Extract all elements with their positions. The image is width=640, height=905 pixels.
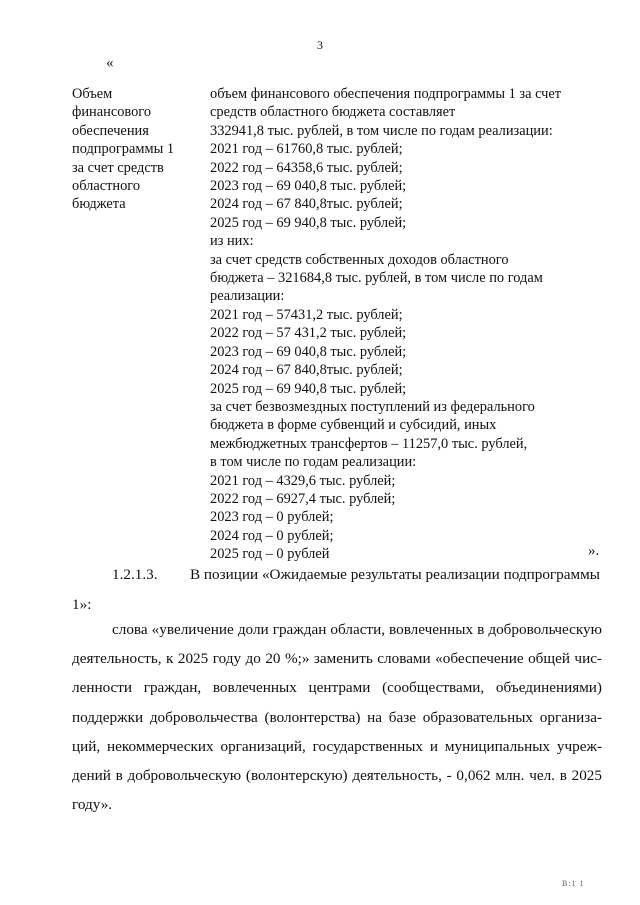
item-number: 1.2.1.3. bbox=[112, 566, 158, 583]
funding-line: 2023 год – 69 040,8 тыс. рублей; bbox=[210, 343, 407, 360]
funding-line: бюджета в форме субвенций и субсидий, иных bbox=[210, 417, 497, 434]
opening-quote-mark: « bbox=[106, 55, 114, 71]
funding-line: за счет безвозмездных поступлений из федерального bbox=[210, 398, 535, 415]
funding-line: 2024 год – 67 840,8тыс. рублей; bbox=[210, 196, 403, 213]
funding-line: 332941,8 тыс. рублей, в том числе по годам реализации: bbox=[210, 122, 553, 139]
paragraph-line: слова «увеличение доли граждан области, вовлеченных в добровольческую bbox=[112, 621, 602, 638]
item-continuation: 1»: bbox=[72, 596, 92, 613]
funding-line: 2025 год – 0 рублей bbox=[210, 546, 330, 563]
funding-line: из них: bbox=[210, 233, 254, 250]
funding-line: 2022 год – 57 431,2 тыс. рублей; bbox=[210, 325, 407, 342]
paragraph-line: поддержки добровольчества (волонтерства) на базе образовательных организа- bbox=[72, 708, 602, 726]
funding-line: объем финансового обеспечения подпрограммы 1 за счет bbox=[210, 86, 562, 102]
funding-line: за счет средств собственных доходов областного bbox=[210, 251, 509, 268]
funding-line: средств областного бюджета составляет bbox=[210, 104, 456, 121]
position-name-column bbox=[72, 85, 200, 214]
funding-line: 2024 год – 67 840,8тыс. рублей; bbox=[210, 362, 403, 379]
position-name-line: обеспечения bbox=[72, 122, 149, 139]
funding-line: 2022 год – 6927,4 тыс. рублей; bbox=[210, 490, 396, 507]
position-name-line: подпрограммы 1 bbox=[72, 141, 175, 158]
funding-line: реализации: bbox=[210, 288, 285, 305]
funding-line: 2025 год – 69 940,8 тыс. рублей; bbox=[210, 214, 407, 231]
paragraph-line: году». bbox=[72, 796, 113, 814]
position-name-line: бюджета bbox=[72, 196, 126, 213]
position-name-line: за счет средств bbox=[72, 159, 164, 176]
amendment-paragraph bbox=[72, 615, 602, 819]
paragraph-line: ленности граждан, вовлеченных центрами (сообществами, объединениями) bbox=[72, 679, 602, 697]
funding-line: 2021 год – 61760,8 тыс. рублей; bbox=[210, 141, 403, 158]
closing-quote-mark: ». bbox=[588, 543, 600, 559]
funding-line: 2022 год – 64358,6 тыс. рублей; bbox=[210, 159, 403, 176]
page-number: 3 bbox=[317, 38, 323, 52]
position-name-line: областного bbox=[72, 178, 141, 195]
funding-line: в том числе по годам реализации: bbox=[210, 454, 417, 471]
paragraph-line: ций, некоммерческих организаций, государственных и муниципальных учреж- bbox=[72, 737, 602, 755]
funding-line: 2021 год – 4329,6 тыс. рублей; bbox=[210, 472, 396, 489]
funding-line: межбюджетных трансфертов – 11257,0 тыс. рублей, bbox=[210, 435, 528, 452]
funding-line: 2025 год – 69 940,8 тыс. рублей; bbox=[210, 380, 407, 397]
position-name-line: финансового bbox=[72, 104, 152, 121]
funding-line: 2023 год – 0 рублей; bbox=[210, 509, 334, 526]
paragraph-line: дений в добровольческую (волонтерскую) деятельность, - 0,062 млн. чел. в 2025 bbox=[72, 767, 602, 785]
position-value-column bbox=[210, 85, 610, 564]
amendment-item bbox=[112, 566, 600, 584]
footer-mark: В:1 1 bbox=[562, 879, 585, 888]
item-text: В позиции «Ожидаемые результаты реализации подпрограммы bbox=[190, 566, 600, 583]
funding-line: 2021 год – 57431,2 тыс. рублей; bbox=[210, 306, 403, 323]
funding-line: 2023 год – 69 040,8 тыс. рублей; bbox=[210, 178, 407, 195]
funding-line: бюджета – 321684,8 тыс. рублей, в том числе по годам bbox=[210, 270, 543, 287]
funding-line: 2024 год – 0 рублей; bbox=[210, 527, 334, 544]
paragraph-line: деятельность, к 2025 году до 20 %;» заменить словами «обеспечение общей чис- bbox=[72, 650, 602, 668]
position-name-line: Объем bbox=[72, 86, 113, 102]
